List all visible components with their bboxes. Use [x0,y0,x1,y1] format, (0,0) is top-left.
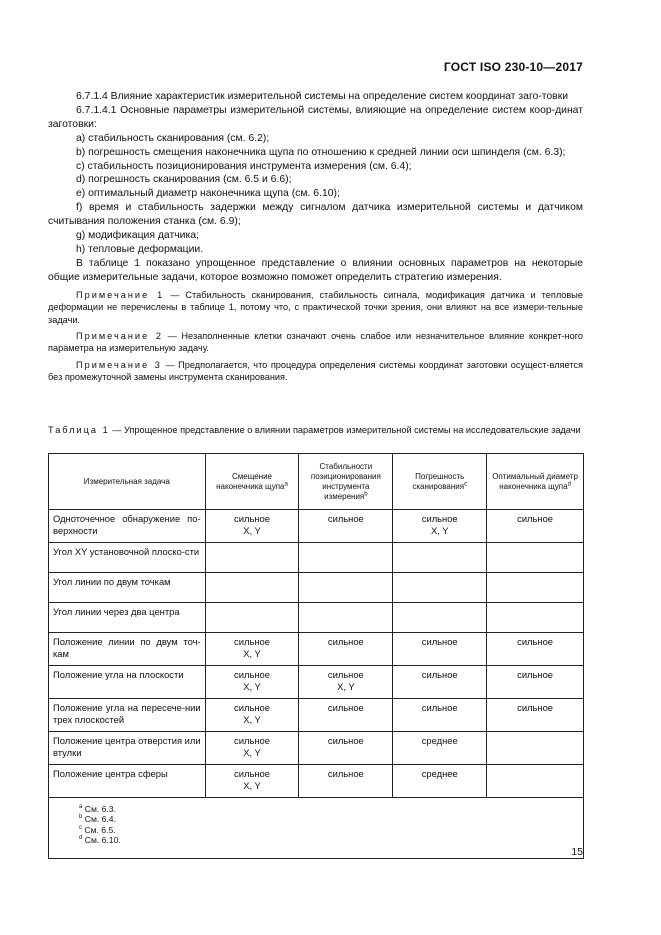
footnote: $^d$ См. 6.10. [79,835,121,846]
table-row [49,666,584,699]
table-row [49,765,584,798]
column-header: Стабильности позиционирования инструмента измерения$^b$ [299,454,393,510]
influence-cell: сильное [299,765,393,798]
task-cell: Угол линии через два центра [49,603,206,633]
list-item: g) модификация датчика; [76,230,199,242]
list-item: d) погрешность сканирования (см. 6.5 и 6.6); [76,174,292,186]
page-number: 15 [571,846,583,858]
table-footnotes-row [49,798,584,859]
task-cell: Одноточечное обнаружение по-верхности [49,510,206,543]
influence-cell: сильное [487,510,584,543]
task-cell: Угол XY установочной плоско-сти [49,543,206,573]
influence-cell [299,573,393,603]
list-item: e) оптимальный диаметр наконечника щупа (см. 6.10); [76,188,340,200]
table-caption-text: — Упрощенное представление о влиянии параметров измерительной системы на исследовательские задачи [109,425,581,435]
note-3 [48,359,583,384]
influence-cell: сильное X, Y [205,633,299,666]
influence-cell: сильное [393,699,487,732]
list-item: b) погрешность смещения наконечника щупа по отношению к средней линии оси шпинделя (см. 6.3); [76,146,566,158]
influence-cell: сильное [393,666,487,699]
list-item: a) стабильность сканирования (см. 6.2); [76,132,270,144]
list-item: c) стабильность позиционирования инструмента измерения (см. 6.4); [76,160,412,172]
note-1 [48,289,583,326]
table-row [49,699,584,732]
footnote: $^c$ См. 6.5. [79,824,116,835]
document-header: ГОСТ ISO 230-10—2017 [443,60,583,74]
note-label: Примечание 3 [76,359,162,370]
column-header: Погрешность сканирования$^c$ [393,454,487,510]
table-intro-paragraph: В таблице 1 показано упрощенное представление о влиянии основных параметров на некоторые общие измерительные задачи, которое возможно поможет определить стратегию измерения. [48,257,583,283]
note-2 [48,330,583,355]
table-body [49,510,584,798]
task-cell: Положение центра отверстия или втулки [49,732,206,765]
task-cell: Угол линии по двум точкам [49,573,206,603]
table-row [49,732,584,765]
footnote: $^a$ См. 6.3. [79,804,116,814]
influence-cell: среднее [393,765,487,798]
influence-cell: сильное [299,732,393,765]
column-header: Смещение наконечника щупа$^a$ [205,454,299,510]
table-caption [48,424,583,436]
influence-cell [205,573,299,603]
task-cell: Положение угла на плоскости [49,666,206,699]
notes-block [48,289,583,384]
influence-cell [487,603,584,633]
influence-cell [299,543,393,573]
influence-cell: сильное [299,633,393,666]
note-label: Примечание 2 [76,330,163,341]
influence-cell: сильное [299,510,393,543]
influence-cell: сильное X, Y [205,765,299,798]
influence-cell [393,603,487,633]
task-cell: Положение линии по двум точ-кам [49,633,206,666]
influence-cell: сильное [299,699,393,732]
influence-cell: сильное [487,666,584,699]
influence-cell: сильное X, Y [205,666,299,699]
note-text: — Стабильность сканирования, стабильность сигнала, модификация датчика и тепловые деформации не перечислены в таблице 1, потому что, с практической точки зрения, они влияют на все измери-тельные задачи. [48,289,584,325]
influence-cell: сильное [487,633,584,666]
table-row [49,603,584,633]
influence-cell: среднее [393,732,487,765]
influence-cell [487,573,584,603]
note-text: — Незаполненные клетки означают очень слабое или незначительное влияние конкрет-ного параметра на измерительную задачу. [48,330,584,354]
clause-6-7-1-4-1: 6.7.1.4.1 Основные параметры измерительной системы, влияющие на определение систем коор-динат заготовки: [48,104,583,130]
column-header: Измерительная задача [49,454,206,510]
task-cell: Положение центра сферы [49,765,206,798]
influence-cell [205,543,299,573]
table-caption-label: Таблица 1 [48,425,110,435]
influence-cell [299,603,393,633]
influence-cell: сильное X, Y [205,510,299,543]
task-cell: Положение угла на пересече-нии трех плоскостей [49,699,206,732]
influence-cell: сильное [393,633,487,666]
table-row [49,543,584,573]
body-text [48,90,583,388]
table-row [49,573,584,603]
influence-cell [393,543,487,573]
influence-cell: сильное X, Y [205,732,299,765]
influence-cell [205,603,299,633]
note-text: — Предполагается, что процедура определения системы координат заготовки осущест-вляется без промежуточной замены инструмента сканирования. [48,359,584,383]
influence-cell: сильное X, Y [205,699,299,732]
note-label: Примечание 1 [76,289,165,300]
footnote: $^b$ См. 6.4. [79,814,116,825]
clause-6-7-1-4: 6.7.1.4 Влияние характеристик измерительной системы на определение систем координат заго-товки [76,91,569,102]
table-header-row [49,454,584,510]
influence-cell: сильное X, Y [299,666,393,699]
parameters-table [48,453,584,859]
table-footnotes [49,798,584,859]
column-header: Оптимальный диаметр наконечника щупа$^d$ [487,454,584,510]
influence-cell: сильное [487,699,584,732]
list-item: h) тепловые деформации. [76,243,204,255]
influence-cell: сильное X, Y [393,510,487,543]
table-row [49,510,584,543]
influence-cell [393,573,487,603]
influence-cell [487,732,584,765]
influence-cell [487,765,584,798]
influence-cell [487,543,584,573]
table-row [49,633,584,666]
list-item: f) время и стабильность задержки между сигналом датчика измерительной системы и датчиком считывания положения станка (см. 6.9); [48,202,583,228]
